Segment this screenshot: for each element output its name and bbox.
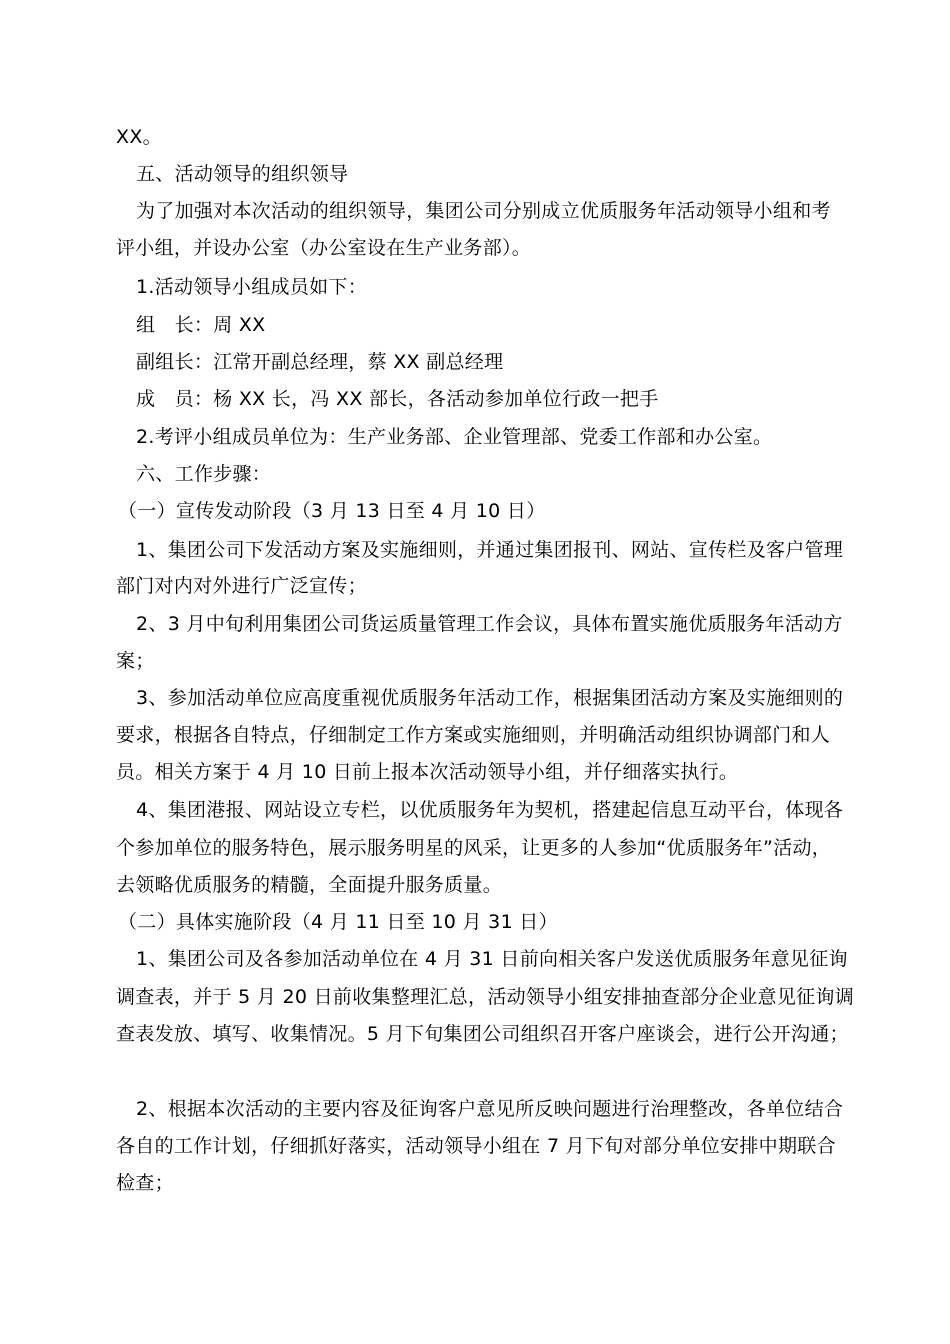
paragraph-line: 3、参加活动单位应高度重视优质服务年活动工作，根据集团活动方案及实施细则的 — [136, 687, 844, 709]
member-line: 副组长：江常开副总经理，蔡 XX 副总经理 — [136, 351, 504, 373]
paragraph-line: 2、根据本次活动的主要内容及征询客户意见所反映问题进行治理整改，各单位结合 — [136, 1098, 844, 1120]
text-line: XX。 — [116, 126, 162, 148]
paragraph-line: 要求，根据各自特点，仔细制定工作方案或实施细则，并明确活动组织协调部门和人 — [116, 724, 831, 746]
paragraph-line: 为了加强对本次活动的组织领导，集团公司分别成立优质服务年活动领导小组和考 — [136, 200, 831, 222]
paragraph-line: 评小组，并设办公室（办公室设在生产业务部）。 — [116, 237, 532, 259]
paragraph-line: 查表发放、填写、收集情况。5 月下旬集团公司组织召开客户座谈会，进行公开沟通； — [116, 1023, 849, 1045]
list-item-line: 2.考评小组成员单位为：生产业务部、企业管理部、党委工作部和办公室。 — [136, 426, 773, 448]
paragraph-line: 调查表，并于 5 月 20 日前收集整理汇总，活动领导小组安排抽查部分企业意见征询调 — [116, 986, 855, 1008]
subsection-heading: （一）宣传发动阶段（3 月 13 日至 4 月 10 日） — [118, 500, 546, 522]
member-line: 组 长：周 XX — [136, 314, 266, 336]
paragraph-line: 部门对内对外进行广泛宣传； — [116, 575, 367, 597]
subsection-heading: （二）具体实施阶段（4 月 11 日至 10 月 31 日） — [118, 911, 558, 933]
paragraph-line: 2、3 月中旬利用集团公司货运质量管理工作会议，具体布置实施优质服务年活动方 — [136, 613, 843, 635]
paragraph-line: 个参加单位的服务特色，展示服务明星的风采，让更多的人参加“优质服务年”活动， — [116, 837, 832, 859]
paragraph-line: 检查； — [116, 1172, 174, 1194]
section-heading-6: 六、工作步骤： — [136, 463, 272, 485]
list-item-line: 1.活动领导小组成员如下： — [136, 276, 368, 298]
member-line: 成 员：杨 XX 长，冯 XX 部长，各活动参加单位行政一把手 — [136, 388, 659, 410]
paragraph-line: 各自的工作计划，仔细抓好落实，活动领导小组在 7 月下旬对部分单位安排中期联合 — [116, 1135, 836, 1157]
paragraph-line: 员。相关方案于 4 月 10 日前上报本次活动领导小组，并仔细落实执行。 — [116, 761, 739, 783]
paragraph-line: 去领略优质服务的精髓，全面提升服务质量。 — [116, 874, 503, 896]
paragraph-line: 1、集团公司及各参加活动单位在 4 月 31 日前向相关客户发送优质服务年意见征询 — [136, 948, 848, 970]
section-heading-5: 五、活动领导的组织领导 — [136, 163, 349, 185]
paragraph-line: 案； — [116, 650, 155, 672]
paragraph-line: 1、集团公司下发活动方案及实施细则，并通过集团报刊、网站、宣传栏及客户管理 — [136, 539, 844, 561]
paragraph-line: 4、集团港报、网站设立专栏，以优质服务年为契机，搭建起信息互动平台，体现各 — [136, 799, 844, 821]
